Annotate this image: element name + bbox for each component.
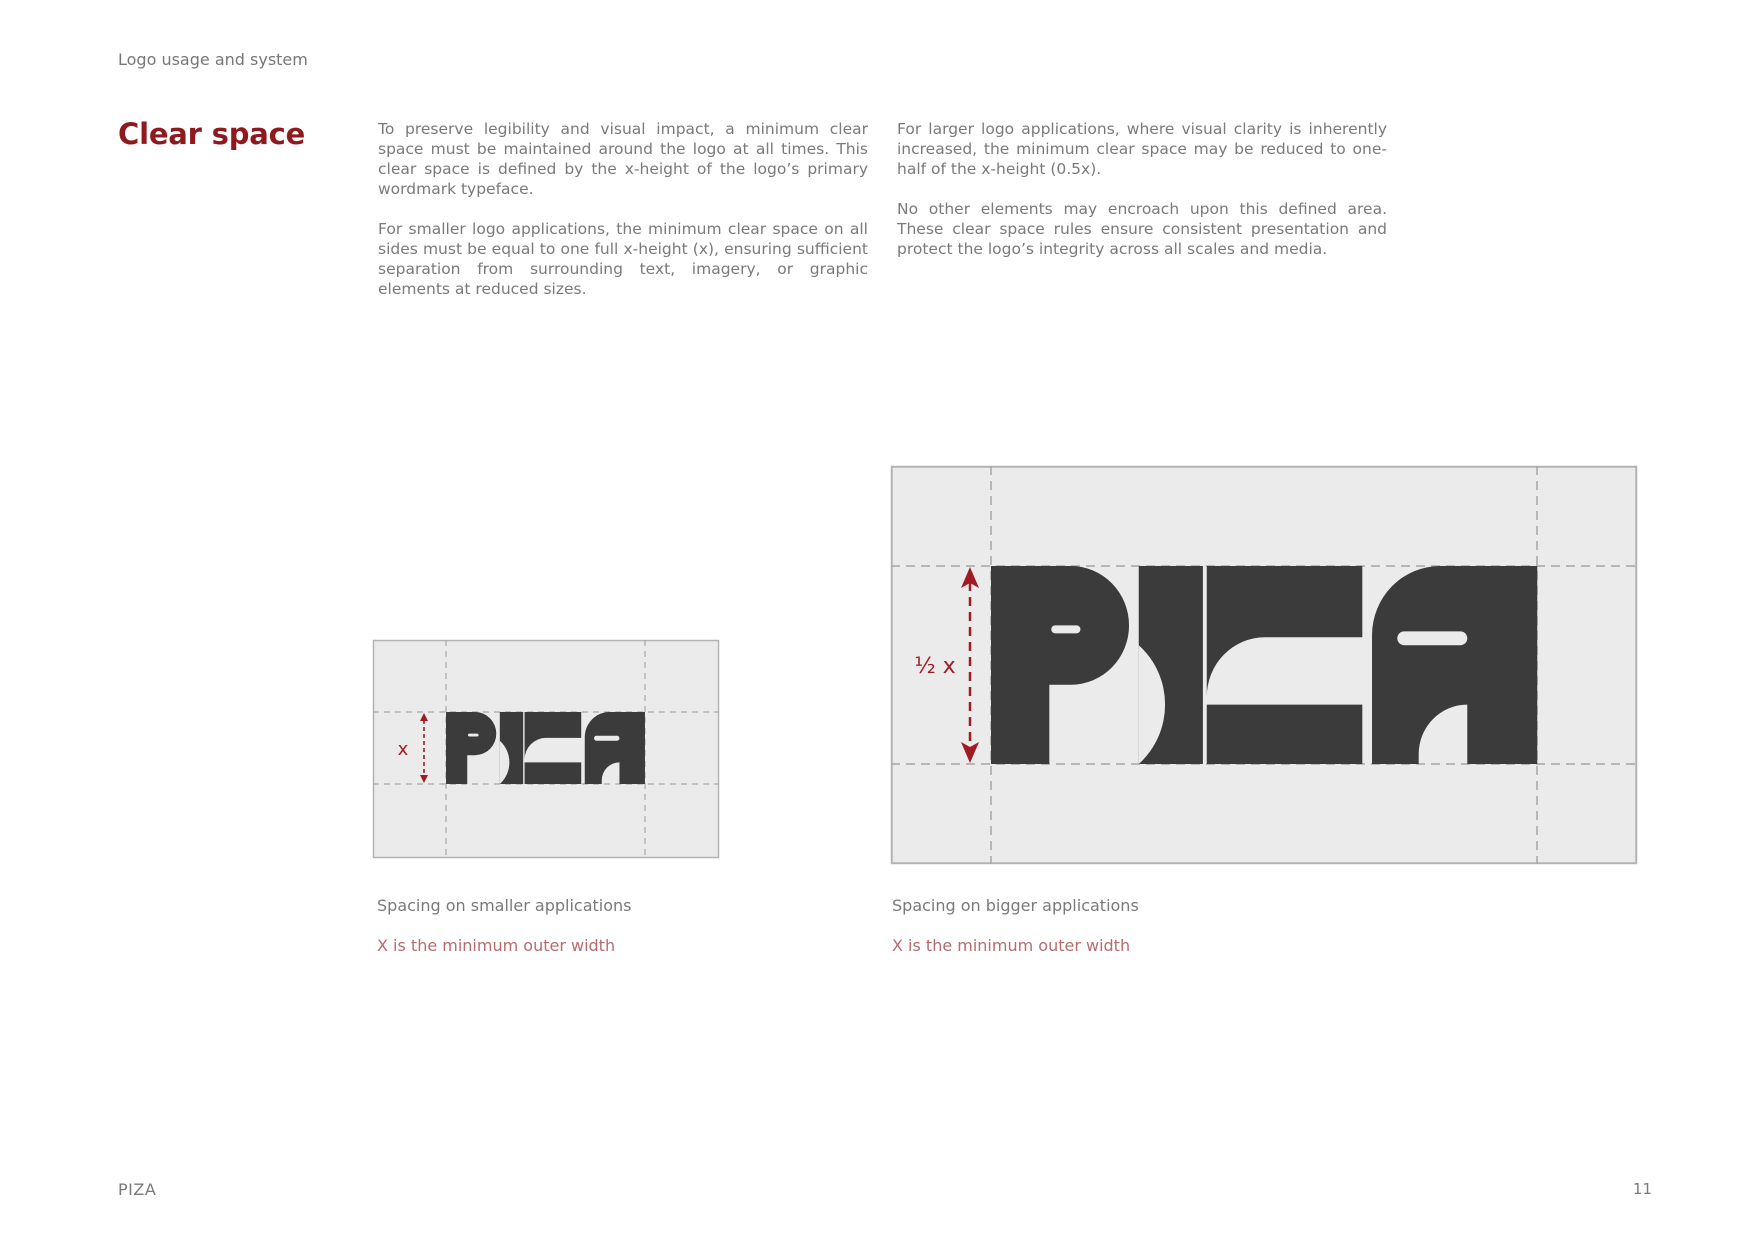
measure-label: x: [397, 739, 409, 760]
figure-note-large: X is the minimum outer width: [892, 936, 1131, 955]
clear-space-diagram-small: [373, 640, 719, 858]
measure-label: ½ x: [914, 654, 956, 679]
figure-caption-small: Spacing on smaller applications: [377, 896, 632, 915]
section-label: Logo usage and system: [118, 50, 308, 69]
figure-note-small: X is the minimum outer width: [377, 936, 616, 955]
footer-brand: PIZA: [118, 1180, 157, 1199]
page-number: 11: [1632, 1180, 1652, 1198]
clear-space-diagram-large: [891, 466, 1637, 864]
paragraph: To preserve legibility and visual impact, a minimum clear space must be maintained around the logo at all times. This clear space is defined by the x-height of the logo’s primary wordmark typeface.: [378, 120, 868, 198]
paragraph: For larger logo applications, where visual clarity is inherently increased, the minimum clear space may be reduced to one-half of the x-height (0.5x).: [897, 120, 1387, 178]
figure-caption-large: Spacing on bigger applications: [892, 896, 1139, 915]
page-title: Clear space: [118, 117, 306, 151]
paragraph: No other elements may encroach upon this defined area. These clear space rules ensure consistent presentation and protect the logo’s integrity across all scales and media.: [897, 200, 1387, 258]
body-column-left: [378, 119, 868, 299]
clear-space-panel: [374, 641, 719, 858]
paragraph: For smaller logo applications, the minimum clear space on all sides must be equal to one full x-height (x), ensuring sufficient separation from surrounding text, imagery, or graphic elements at reduced sizes.: [378, 220, 868, 298]
body-column-right: [897, 119, 1387, 259]
